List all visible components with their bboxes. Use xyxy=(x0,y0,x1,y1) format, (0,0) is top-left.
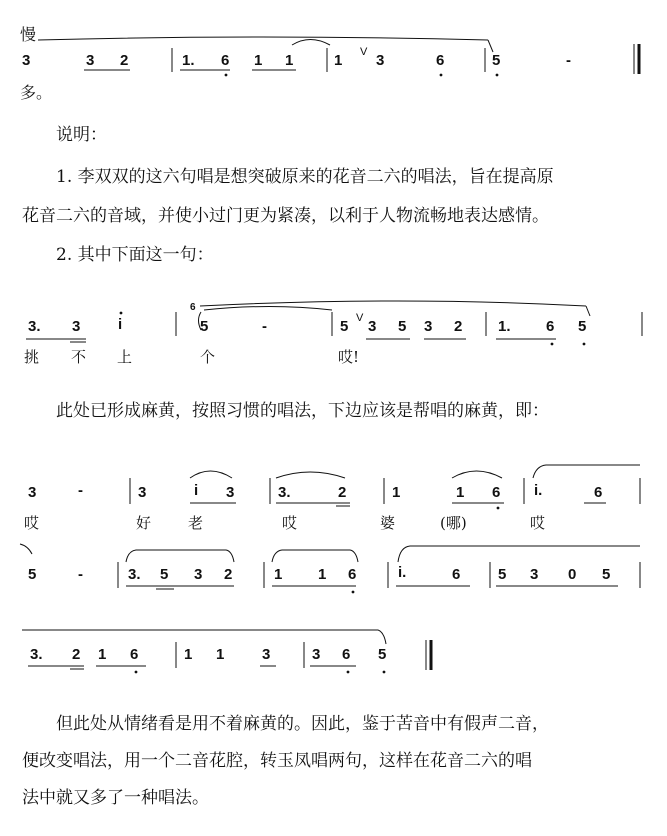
note: 6 xyxy=(546,318,555,335)
note: i xyxy=(118,316,123,333)
note-1-cont: 花音二六的音域，并使小过门更为紧凑，以利于人物流畅地表达感情。 xyxy=(22,206,549,226)
meter-mark: 6 xyxy=(190,302,196,313)
note: 1 xyxy=(318,566,327,583)
note: 3 xyxy=(226,484,235,501)
note: 5 xyxy=(602,566,611,583)
note: - xyxy=(262,318,267,335)
note: 5 xyxy=(340,318,349,335)
note: 6 xyxy=(221,52,230,69)
lyric: 哎 xyxy=(24,514,40,532)
note: 6 xyxy=(594,484,603,501)
note: 3 xyxy=(138,484,147,501)
note: 3. xyxy=(30,646,43,663)
lyric: 哎 xyxy=(530,514,546,532)
note: 3. xyxy=(28,318,41,335)
note: 5 xyxy=(378,646,387,663)
note: 1 xyxy=(216,646,225,663)
final-line: 便改变唱法，用一个二音花腔，转玉凤唱两句，这样在花音二六的唱 xyxy=(22,751,532,771)
note: 6 xyxy=(342,646,351,663)
final-line: 法中就又多了一种唱法。 xyxy=(22,788,209,808)
mid-text: 此处已形成麻黄，按照习惯的唱法，下边应该是帮唱的麻黄，即： xyxy=(56,401,549,421)
note: 6 xyxy=(492,484,501,501)
note: 1 xyxy=(285,52,294,69)
lyric: (哪) xyxy=(440,514,467,532)
note: 3 xyxy=(86,52,95,69)
lyric: 多。 xyxy=(20,83,53,102)
note: - xyxy=(78,482,83,499)
note: 2 xyxy=(120,52,129,69)
note: 1 xyxy=(274,566,283,583)
lyric: 老 xyxy=(188,514,204,532)
note: 3 xyxy=(312,646,321,663)
lyric: 好 xyxy=(136,514,152,532)
note: 5 xyxy=(498,566,507,583)
note: 5 xyxy=(28,566,37,583)
note: 3 xyxy=(72,318,81,335)
note: 1 xyxy=(392,484,401,501)
note: 1 xyxy=(184,646,193,663)
note: 5 xyxy=(160,566,169,583)
note: 5 xyxy=(398,318,407,335)
note: 1 xyxy=(98,646,107,663)
note: 6 xyxy=(130,646,139,663)
note: 1. xyxy=(498,318,511,335)
note: - xyxy=(78,566,83,583)
note: 2 xyxy=(224,566,233,583)
note: 1 xyxy=(456,484,465,501)
note: 6 xyxy=(452,566,461,583)
lyric: 不 xyxy=(71,348,87,366)
lyric: 挑 xyxy=(24,348,40,366)
tempo-mark: 慢 xyxy=(20,25,37,44)
final-line: 但此处从情绪看是用不着麻黄的。因此，鉴于苦音中有假声二音， xyxy=(56,714,549,734)
note: 6 xyxy=(436,52,445,69)
note: 5 xyxy=(200,318,209,335)
note: 6 xyxy=(348,566,357,583)
lyric: 哎 xyxy=(282,514,298,532)
lyric: 婆 xyxy=(380,514,396,532)
note: i xyxy=(194,482,199,499)
note: 0 xyxy=(568,566,577,583)
note: 3 xyxy=(530,566,539,583)
note-heading: 说明： xyxy=(56,125,107,145)
note: 3. xyxy=(128,566,141,583)
note-1: 1. 李双双的这六句唱是想突破原来的花音二六的唱法，旨在提高原 xyxy=(56,167,554,187)
breath-mark: V xyxy=(360,46,368,58)
lyric: 哎! xyxy=(338,348,360,366)
note: 2 xyxy=(454,318,463,335)
note: i. xyxy=(398,564,407,581)
note: 3 xyxy=(424,318,433,335)
note: - xyxy=(566,52,571,69)
note: 3 xyxy=(22,52,31,69)
note: 5 xyxy=(578,318,587,335)
lyric: 上 xyxy=(117,348,133,366)
note: 2 xyxy=(338,484,347,501)
note: 3 xyxy=(368,318,377,335)
note: 2 xyxy=(72,646,81,663)
note: 5 xyxy=(492,52,501,69)
note-2: 2. 其中下面这一句： xyxy=(56,245,214,265)
note: 3 xyxy=(28,484,37,501)
breath-mark: V xyxy=(356,312,364,324)
lyric: 个 xyxy=(200,348,216,366)
note: 1 xyxy=(254,52,263,69)
final-paragraph xyxy=(22,706,652,817)
note: 3 xyxy=(194,566,203,583)
note: i. xyxy=(534,482,543,499)
note: 3 xyxy=(376,52,385,69)
note: 1 xyxy=(334,52,343,69)
note: 3 xyxy=(262,646,271,663)
note: 1. xyxy=(182,52,195,69)
note: 3. xyxy=(278,484,291,501)
